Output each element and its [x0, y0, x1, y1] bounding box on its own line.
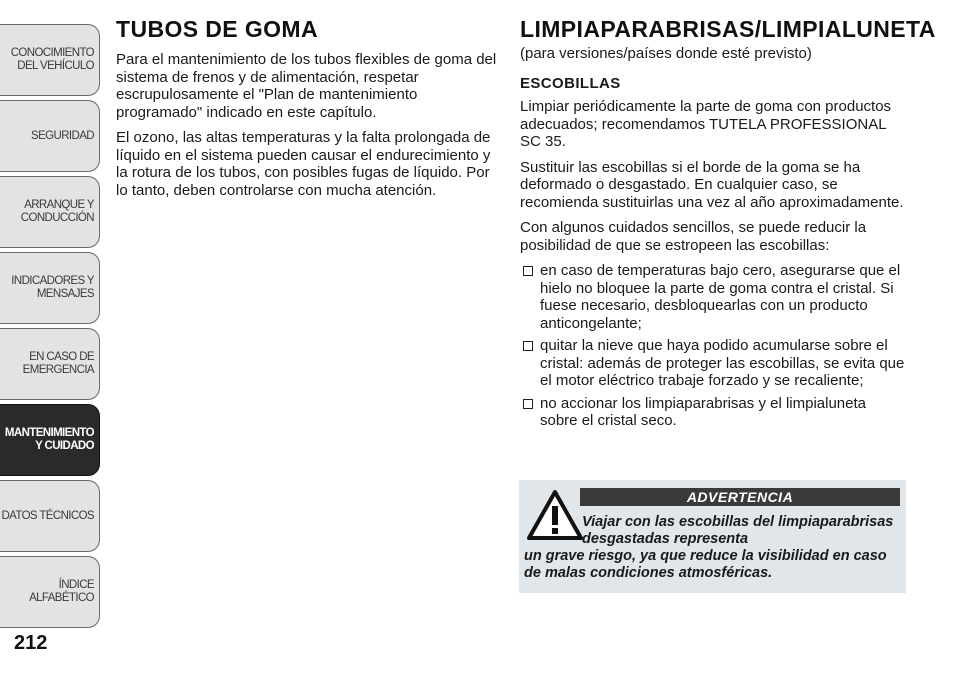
- tab-indice-alfabetico[interactable]: [0, 556, 100, 628]
- tab-datos-tecnicos[interactable]: [0, 480, 100, 552]
- tab-seguridad[interactable]: [0, 100, 100, 172]
- tab-label: SEGURIDAD: [31, 129, 94, 142]
- paragraph: Limpiar periódicamente la parte de goma con productos adecuados; recomendamos TUTELA PROFESSIONAL SC 35.: [520, 98, 892, 150]
- tab-label: INDICADORES Y MENSAJES: [11, 275, 94, 300]
- tab-en-caso-de-emergencia[interactable]: [0, 328, 100, 400]
- paragraph: Sustituir las escobillas si el borde de la goma se ha deformado o desgastado. En cualquier caso, se recomienda sustituirlas una vez al año aproximadamente.: [520, 158, 904, 211]
- page-number: 212: [14, 632, 48, 654]
- warning-text-indented: Viajar con las escobillas del limpiaparabrisas desgastadas representa: [582, 514, 894, 547]
- tab-label: ÍNDICE ALFABÉTICO: [29, 579, 94, 604]
- checkbox-bullet-icon: [523, 341, 533, 351]
- tab-indicadores-y-mensajes[interactable]: [0, 252, 100, 324]
- section-title-tubos: TUBOS DE GOMA: [116, 16, 318, 42]
- care-list: [520, 262, 906, 430]
- tab-label: DATOS TÉCNICOS: [1, 509, 94, 522]
- list-item: [520, 337, 906, 390]
- paragraph: Para el mantenimiento de los tubos flexibles de goma del sistema de frenos y de alimentación, respetar escrupulosamente el "Plan de mantenimiento programado" indicado en este capítulo.: [116, 51, 497, 121]
- left-column: [116, 16, 500, 207]
- warning-heading: ADVERTENCIA: [580, 488, 900, 506]
- section-subtitle: (para versiones/países donde esté previsto): [520, 45, 812, 62]
- checkbox-bullet-icon: [523, 399, 533, 409]
- tab-label: CONOCIMIENTO DEL VEHÍCULO: [10, 47, 94, 72]
- tab-label: EN CASO DE EMERGENCIA: [22, 351, 94, 376]
- right-column: [520, 16, 936, 435]
- paragraph: El ozono, las altas temperaturas y la falta prolongada de líquido en el sistema pueden causar el endurecimiento y la rotura de los tubos, con posibles fugas de líquido. Por lo tanto, deben controlarse con mucha atención.: [116, 129, 491, 199]
- tab-conocimiento-del-vehiculo[interactable]: [0, 24, 100, 96]
- tab-arranque-y-conduccion[interactable]: [0, 176, 100, 248]
- checkbox-bullet-icon: [523, 266, 533, 276]
- warning-panel: [519, 480, 906, 593]
- subsection-title-escobillas: ESCOBILLAS: [520, 75, 621, 92]
- list-item-text: quitar la nieve que haya podido acumularse sobre el cristal: además de proteger las escobillas, se evita que el motor eléctrico trabaje forzado y se recaliente;: [540, 337, 905, 389]
- list-item-text: en caso de temperaturas bajo cero, asegurarse que el hielo no bloquee la parte de goma contra el cristal. Si fuese necesario, desbloquearlas con un producto anticongelante;: [540, 262, 901, 332]
- tab-label: MANTENIMIENTO Y CUIDADO: [4, 427, 94, 452]
- list-item: [520, 262, 906, 332]
- tab-label: ARRANQUE Y CONDUCCIÓN: [20, 199, 94, 224]
- warning-text: [524, 514, 904, 582]
- warning-text-full: un grave riesgo, ya que reduce la visibilidad en caso de malas condiciones atmosféricas.: [524, 548, 887, 581]
- list-item: [520, 395, 906, 430]
- list-item-text: no accionar los limpiaparabrisas y el limpialuneta sobre el cristal seco.: [540, 394, 866, 429]
- section-title-limpiaparabrisas: LIMPIAPARABRISAS/LIMPIALUNETA: [520, 16, 936, 42]
- paragraph: Con algunos cuidados sencillos, se puede reducir la posibilidad de que se estropeen las escobillas:: [520, 219, 867, 254]
- tab-mantenimiento-y-cuidado[interactable]: [0, 404, 100, 476]
